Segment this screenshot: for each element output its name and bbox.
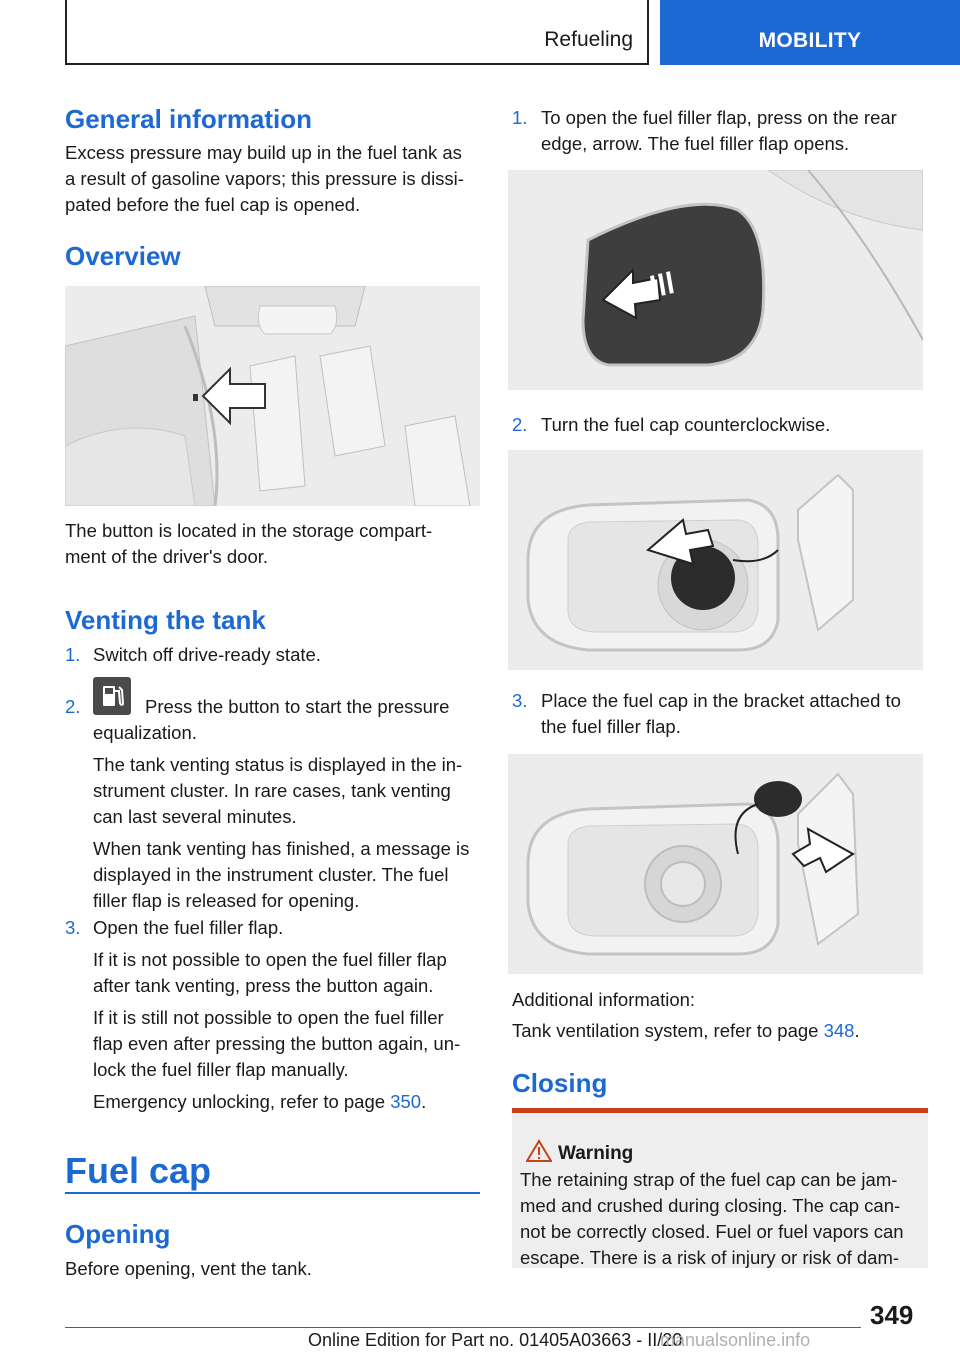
step-3-text: Open the fuel filler flap. If it is not possible to open the fuel filler flap after tank venting, press the button again. If it is still not possible to open the fuel filler flap even after pressing the button again, un- lock the fuel filler flap manually. Emergency unlocking, refer to page 350. [93,917,461,1112]
fuel-cap-bracket-illustration [508,754,923,974]
section-divider [65,1192,480,1194]
heading-overview: Overview [65,241,181,271]
warning-text: The retaining strap of the fuel cap can be jam- med and crushed during closing. The cap can- not be correctly closed. Fuel or fuel vapors can escape. There is a risk of injury or risk of dam- [520,1169,904,1268]
opening-text: Before opening, vent the tank. [65,1258,312,1279]
page-number: 349 [870,1300,914,1330]
fuel-cap-turn-illustration [508,450,923,670]
step-number: 3. [65,917,81,938]
heading-venting-the-tank: Venting the tank [65,605,266,635]
heading-opening: Opening [65,1219,171,1249]
right-step-3-text: Place the fuel cap in the bracket attached to the fuel filler flap. [541,690,901,737]
footer-rule [65,1327,861,1328]
edition-text: Online Edition for Part no. 01405A03663 - II/20 [308,1330,683,1350]
step-1-text: Switch off drive-ready state. [93,644,321,665]
section-title: Refueling [544,28,633,51]
step-number: 1. [512,107,528,128]
watermark: manualsonline.info [660,1330,811,1350]
page-link-348[interactable]: 348 [823,1020,855,1041]
right-step-2-text: Turn the fuel cap counterclockwise. [541,414,831,435]
heading-closing: Closing [512,1068,608,1098]
warning-title: Warning [558,1143,634,1164]
heading-general-information: General information [65,104,313,134]
step-2-text: Press the button to start the pressure equalization. The tank venting status is displayed in the in- strument cluster. In rare cases, tank venting can last several minutes. When tank venting has finished, a message is displayed in the instrument cluster. The fuel filler flap is released for opening. [93,696,470,911]
page-link-350[interactable]: 350 [390,1091,422,1112]
step-number: 1. [65,644,81,665]
fuel-filler-flap-illustration [508,170,923,390]
overview-caption: The button is located in the storage compart- ment of the driver's door. [65,520,433,567]
overview-illustration [65,286,480,506]
step-number: 3. [512,690,528,711]
warning-triangle-icon [526,1139,552,1163]
warning-box [512,1108,928,1268]
chapter-tab [660,0,960,65]
header-frame [65,0,649,65]
general-paragraph: Excess pressure may build up in the fuel tank as a result of gasoline vapors; this pressure is dissi- pated before the fuel cap is opened. [65,142,464,215]
right-step-1-text: To open the fuel filler flap, press on the rear edge, arrow. The fuel filler flap opens. [541,107,897,154]
additional-information: Additional information: [512,989,696,1010]
step-number: 2. [512,414,528,435]
tank-ventilation-reference: Tank ventilation system, refer to page 348. [512,1020,860,1041]
step-number: 2. [65,696,81,717]
chapter-tab-label: MOBILITY [758,29,862,52]
heading-fuel-cap: Fuel cap [65,1150,212,1191]
